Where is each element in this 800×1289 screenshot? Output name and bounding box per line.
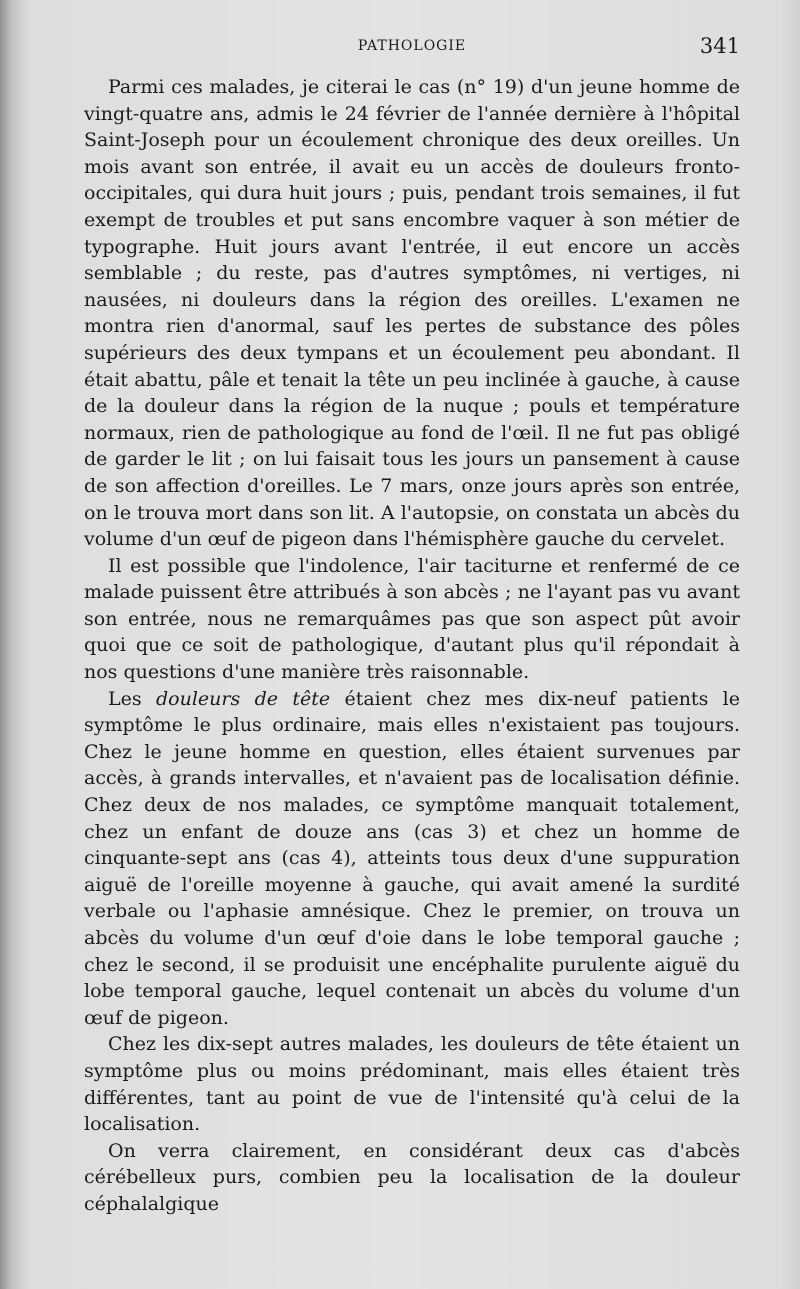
paragraph-indolence: Il est possible que l'indolence, l'air taciturne et renfermé de ce malade puissent être attribués à son abcès ; ne l'ayant pas vu avant son entrée, nous ne remarquâmes pas que son aspect pût avoir quoi que ce soit de pathologique, d'autant plus qu'il répondait à nos questions d'une manière très raisonnable. xyxy=(84,554,740,684)
paragraph-case-19: Parmi ces malades, je citerai le cas (n° 19) d'un jeune homme de vingt-quatre ans, admis le 24 février de l'année dernière à l'hôpital Saint-Joseph pour un écoulement chronique des deux oreilles. Un mois avant son entrée, il avait eu un accès de douleurs fronto-occipitales, qui dura huit jours ; puis, pendant trois semaines, il fut exempt de troubles et put sans encombre vaquer à son métier de typographe. Huit jours avant l'entrée, il eut encore un accès semblable ; du reste, pas d'autres symptômes, ni vertiges, ni nausées, ni douleurs dans la région des oreilles. L'examen ne montra rien d'anormal, sauf les pertes de substance des pôles supérieurs des deux tympans et un écoulement peu abondant. Il était abattu, pâle et tenait la tête un peu inclinée à gauche, à cause de la douleur dans la région de la nuque ; pouls et température normaux, rien de pathologique au fond de l'œil. Il ne fut pas obligé de garder le lit ; on lui faisait tous les jours un pansement à cause de son affection d'oreilles. Le 7 mars, onze jours après son entrée, on le trouva mort dans son lit. A l'autopsie, on constata un abcès du volume d'un œuf de pigeon dans l'hémisphère gauche du cervelet. xyxy=(84,76,740,551)
paragraph-headaches-rest: étaient chez mes dix-neuf patients le symptôme le plus ordinaire, mais elles n'existaient pas toujours. Chez le jeune homme en question, elles étaient survenues par accès, à grands intervalles, et n'avaient pas de localisation définie. Chez deux de nos malades, ce symptôme manquait totalement, chez un enfant de douze ans (cas 3) et chez un homme de cinquante-sept ans (cas 4), atteints tous deux d'une suppuration aiguë de l'oreille moyenne à gauche, qui avait amené la surdité verbale ou l'aphasie amnésique. Chez le premier, on trouva un abcès du volume d'un œuf d'oie dans le lobe temporal gauche ; chez le second, il se produisit une encéphalite purulente aiguë du lobe temporal gauche, lequel contenait un abcès du volume d'un œuf de pigeon. xyxy=(84,687,740,1029)
paragraph-seventeen-patients: Chez les dix-sept autres malades, les douleurs de tête étaient un symptôme plus ou moins prédominant, mais elles étaient très différentes, tant au point de vue de l'intensité qu'à celui de la localisation. xyxy=(84,1033,740,1136)
running-head: PATHOLOGIE xyxy=(357,38,467,54)
paragraph-headaches xyxy=(84,686,740,1032)
paragraph-headaches-start: Les xyxy=(108,687,156,710)
headaches-emphasis: douleurs de tête xyxy=(155,687,331,710)
page-header xyxy=(84,34,740,60)
body-text xyxy=(84,74,740,1218)
paragraph-cerebellar-cases: On verra clairement, en considérant deux cas d'abcès cérébelleux purs, combien peu la localisation de la douleur céphalalgique xyxy=(84,1139,740,1215)
page-number: 341 xyxy=(699,34,740,58)
